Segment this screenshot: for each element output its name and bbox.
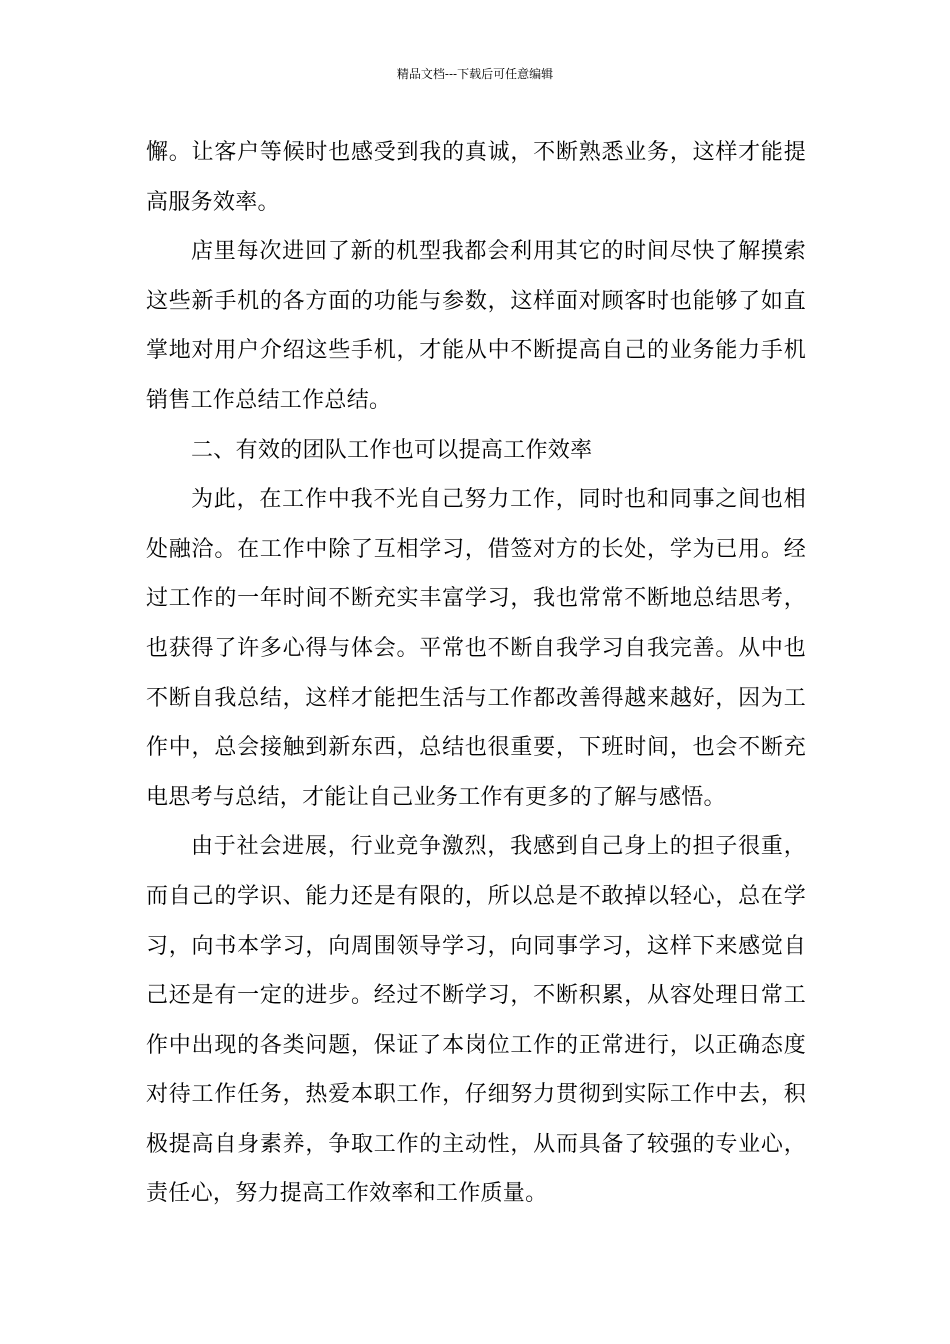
paragraph-2: 店里每次进回了新的机型我都会利用其它的时间尽快了解摸索这些新手机的各方面的功能与参数，这样面对顾客时也能够了如直掌地对用户介绍这些手机，才能从中不断提高自己的业务能力手机销售工作总结工作总结。 bbox=[146, 239, 806, 413]
section-heading: 二、有效的团队工作也可以提高工作效率 bbox=[191, 437, 593, 463]
paragraph-4: 由于社会进展，行业竞争激烈，我感到自己身上的担子很重，而自己的学识、能力还是有限的，所以总是不敢掉以轻心，总在学习，向书本学习，向周围领导学习，向同事学习，这样下来感觉自己还是有一定的进步。经过不断学习，不断积累，从容处理日常工作中出现的各类问题，保证了本岗位工作的正常进行，以正确态度对待工作任务，热爱本职工作，仔细努力贯彻到实际工作中去，积极提高自身素养，争取工作的主动性，从而具备了较强的专业心，责任心，努力提高工作效率和工作质量。 bbox=[146, 834, 806, 1207]
page-header: 精品文档---下载后可任意编辑 bbox=[396, 67, 554, 81]
paragraph-3: 为此，在工作中我不光自己努力工作，同时也和同事之间也相处融洽。在工作中除了互相学习，借签对方的长处，学为已用。经过工作的一年时间不断充实丰富学习，我也常常不断地总结思考，也获得了许多心得与体会。平常也不断自我学习自我完善。从中也不断自我总结，这样才能把生活与工作都改善得越来越好，因为工作中，总会接触到新东西，总结也很重要，下班时间，也会不断充电思考与总结，才能让自己业务工作有更多的了解与感悟。 bbox=[146, 487, 806, 810]
paragraph-1: 懈。让客户等候时也感受到我的真诚，不断熟悉业务，这样才能提高服务效率。 bbox=[146, 140, 806, 215]
document-body bbox=[146, 128, 806, 1219]
